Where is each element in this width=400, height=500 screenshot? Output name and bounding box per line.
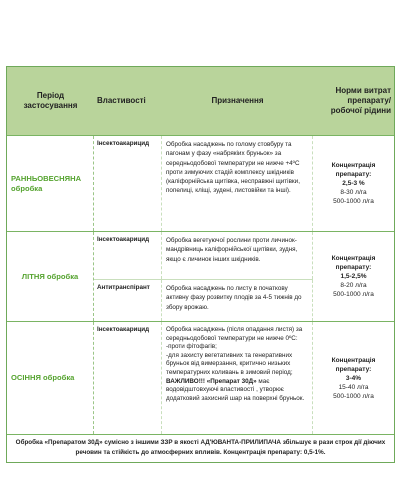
norms-cell (313, 232, 394, 321)
table-row (94, 322, 394, 434)
purpose-cell: Обробка вегетуючої рослини проти личинок-мандрівниць каліфорнійської щитівки, зудня, якщо є личинок інших шкідників. (162, 232, 313, 279)
purpose-line: Обробка насаджень (після опадання листя) за середньодобової температури не нижче 0ºС: (166, 326, 303, 342)
important-text: має водовідштовхуючі властивості , утворює додатковий захисний шар на поверхні бруньок. (166, 377, 305, 402)
property-cell: Інсектоакарицид (94, 136, 162, 231)
liquid-rate: 500-1000 л/га (333, 198, 374, 205)
concentration-label: Концентрація препарату: (331, 255, 376, 271)
concentration-label: Концентрація препарату: (331, 162, 376, 178)
concentration-value: 2,5-3 % (342, 180, 365, 187)
liquid-rate: 500-1000 л/га (333, 392, 374, 400)
purpose-line: -проти фітофагів; (166, 343, 217, 351)
treatment-table (6, 66, 395, 463)
header-purpose: Призначення (211, 96, 264, 105)
rate-per-ha: 15-40 л/га (338, 383, 369, 391)
rate-per-ha: 8-20 л/га (340, 282, 367, 289)
concentration-label: Концентрація препарату: (331, 356, 376, 373)
norms-cell (313, 136, 394, 231)
section-early-spring (7, 135, 394, 231)
important-label: ВАЖЛИВО!!! «Препарат 30Д» (166, 377, 257, 385)
concentration-value: 3-4% (345, 374, 362, 382)
section-autumn (7, 321, 394, 434)
table-header (7, 67, 394, 135)
norms-cell (313, 322, 394, 434)
concentration-value: 1,5-2,5% (340, 273, 367, 280)
purpose-cell (162, 322, 313, 434)
table-row (94, 232, 313, 279)
property-cell: Інсектоакарицид (94, 322, 162, 434)
header-property: Властивості (97, 96, 146, 105)
rate-per-ha: 8-30 л/га (340, 189, 367, 196)
purpose-cell: Обробка насаджень по голому стовбуру та пагонам у фазу «набрякіих бруньок» за середньодобової температури не нижче +4ºС проти зимуючих стадій комплексу шкідників (каліфорнійська щитівка, несправжні щитівки, попелиці, кліщі, зудені, листовійки та інші). (162, 136, 313, 231)
period-autumn: ОСІННЯ обробка (7, 322, 94, 434)
footer-note: Обробка «Препаратом 30Д» сумісно з іншими ЗЗР в якості АД'ЮВАНТА-ПРИЛИПАЧА збільшує в рази строк дії діючих речовин та стійкість до атмосферних впливів. Концентрація препарату: 0,5-1%. (7, 434, 394, 462)
purpose-line: -для захисту вегетативних та генеративних бруньок від вимерзання, критично низьких температурних коливань в зимовий період; (166, 351, 293, 376)
purpose-important (166, 378, 308, 404)
header-period: Період застосування (23, 91, 78, 110)
property-cell: Антитранспірант (94, 280, 162, 321)
header-norms: Норми витрат препарату/ робочої рідини (330, 86, 391, 115)
table-row (94, 136, 394, 231)
liquid-rate: 500-1000 л/га (333, 291, 374, 298)
table-row (94, 279, 313, 321)
section-summer (7, 231, 394, 321)
purpose-cell: Обробка насаджень по листу в початкову активну фазу розвитку плодів за 4-5 тижнів до збору врожаю. (162, 280, 313, 321)
period-summer: ЛІТНЯ обробка (7, 232, 94, 321)
property-cell: Інсектоакарицид (94, 232, 162, 279)
period-early-spring: РАННЬОВЕСНЯНА обробка (7, 136, 94, 231)
